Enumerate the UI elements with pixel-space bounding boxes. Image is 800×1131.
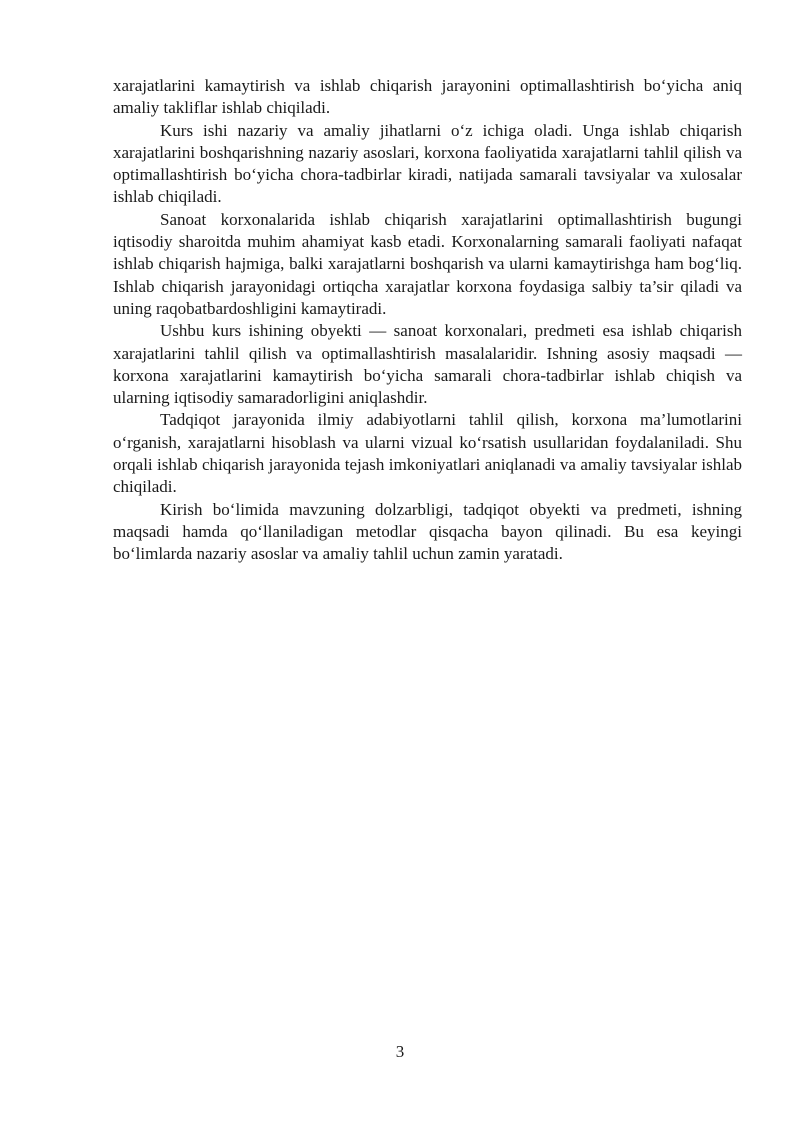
paragraph-continuation: xarajatlarini kamaytirish va ishlab chiqarish jarayonini optimallashtirish bo‘yicha aniq amaliy takliflar ishlab chiqiladi.	[113, 76, 742, 118]
paragraph-methods: Tadqiqot jarayonida ilmiy adabiyotlarni tahlil qilish, korxona ma’lumotlarini o‘rganish, xarajatlarni hisoblash va ularni vizual ko‘rsatish usullaridan foydalaniladi. Shu orqali ishlab chiqarish jarayonida tejash imkoniyatlari aniqlanadi va amaliy tavsiyalar ishlab chiqiladi.	[113, 410, 742, 497]
paragraph-introduction-summary: Kirish bo‘limida mavzuning dolzarbligi, tadqiqot obyekti va predmeti, ishning maqsadi hamda qo‘llaniladigan metodlar qisqacha bayon qilinadi. Bu esa keyingi bo‘limlarda nazariy asoslar va amaliy tahlil uchun zamin yaratadi.	[113, 499, 742, 564]
body-text	[113, 75, 742, 566]
paragraph-object-subject: Ushbu kurs ishining obyekti — sanoat korxonalari, predmeti esa ishlab chiqarish xarajatlarini tahlil qilish va optimallashtirish masalalaridir. Ishning asosiy maqsadi — korxona xarajatlarini kamaytirish bo‘yicha samarali chora-tadbirlar ishlab chiqish va ularning iqtisodiy samaradorligini aniqlashdir.	[113, 321, 742, 408]
paragraph-course-content: Kurs ishi nazariy va amaliy jihatlarni o‘z ichiga oladi. Unga ishlab chiqarish xarajatlarini boshqarishning nazariy asoslari, korxona faoliyatida xarajatlarni tahlil qilish va optimallashtirish bo‘yicha chora-tadbirlar kiradi, natijada samarali tavsiyalar va xulosalar ishlab chiqiladi.	[113, 120, 742, 207]
page-number: 3	[395, 1042, 405, 1061]
paragraph-relevance: Sanoat korxonalarida ishlab chiqarish xarajatlarini optimallashtirish bugungi iqtisodiy sharoitda muhim ahamiyat kasb etadi. Korxonalarning samarali faoliyati nafaqat ishlab chiqarish hajmiga, balki xarajatlarni boshqarish va ularni kamaytirishga ham bog‘liq. Ishlab chiqarish jarayonidagi ortiqcha xarajatlar korxona foydasiga salbiy ta’sir qiladi va uning raqobatbardoshligini kamaytiradi.	[113, 209, 742, 318]
